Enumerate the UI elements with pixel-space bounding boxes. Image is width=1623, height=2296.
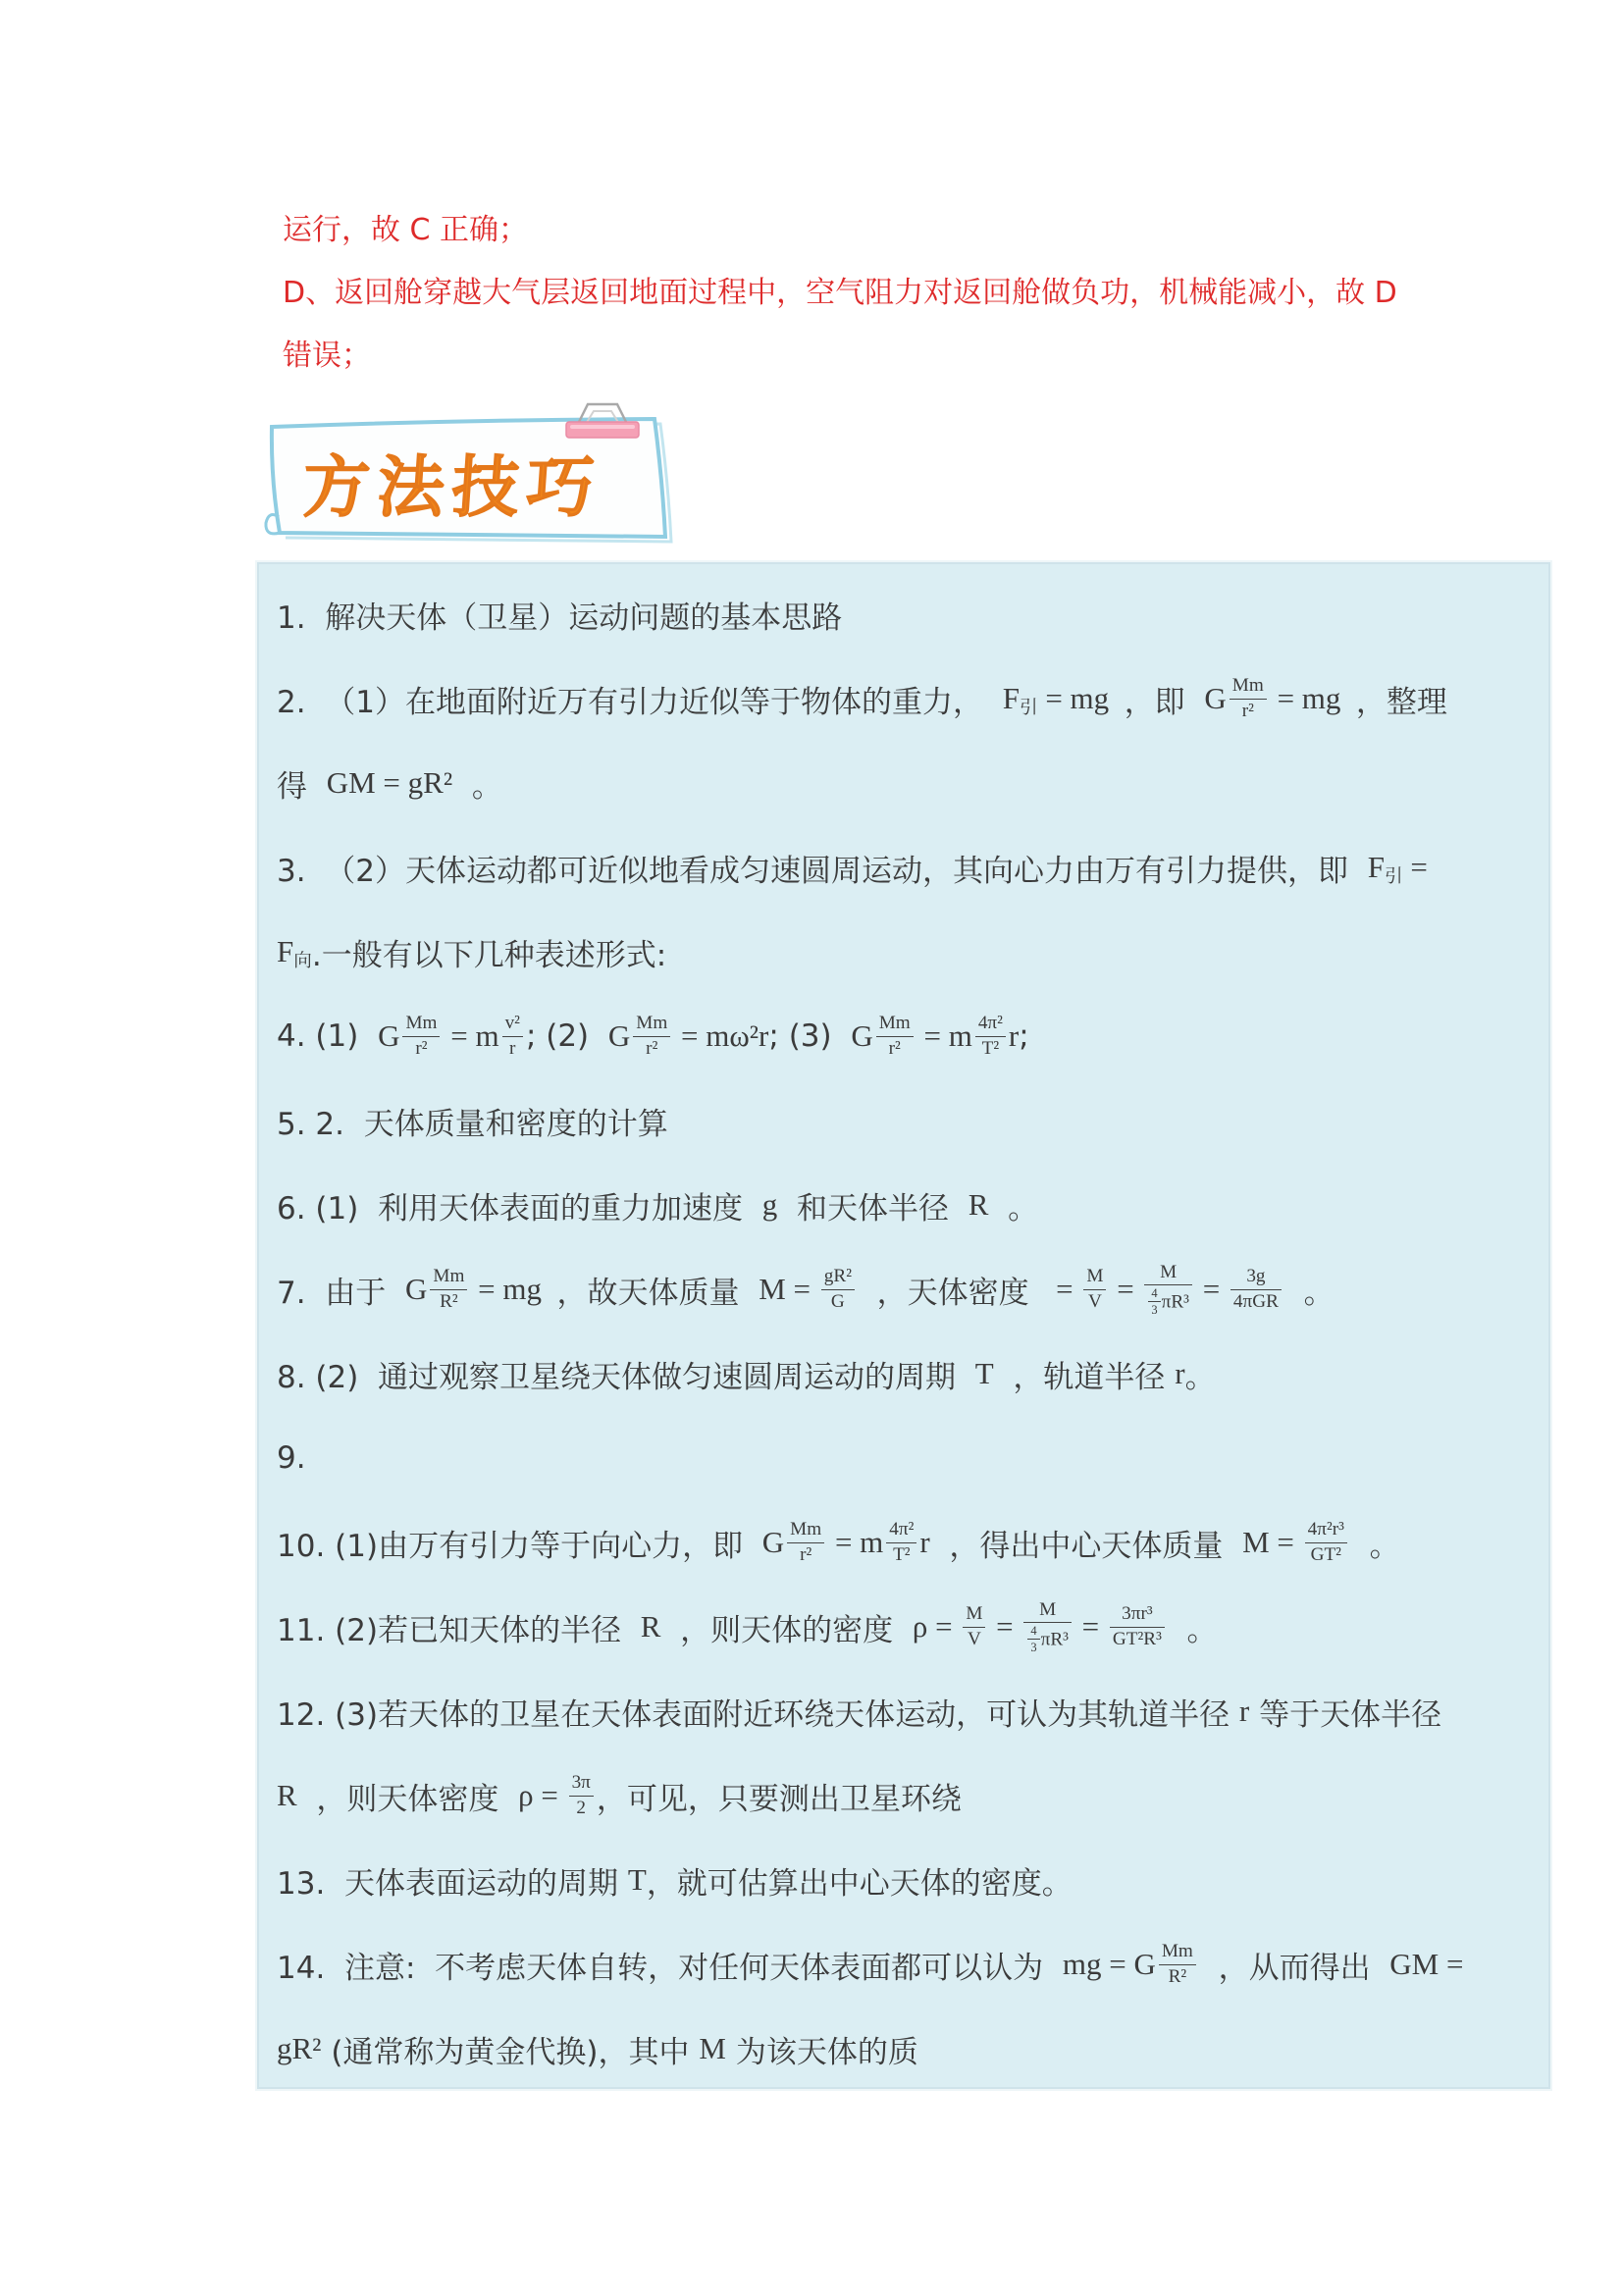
fraction	[876, 1013, 914, 1059]
math-expression: GM =	[1389, 1947, 1464, 1981]
text-run: 9.	[277, 1440, 306, 1476]
fraction	[1110, 1603, 1165, 1649]
math-expression: = mg	[1037, 681, 1125, 715]
math-expression: gR²	[277, 2031, 322, 2065]
fraction	[502, 1013, 523, 1059]
fraction-denominator: R²	[1159, 1964, 1196, 1988]
fraction	[430, 1266, 467, 1312]
text-run: ，整理	[1355, 684, 1447, 720]
text-run: ，就可估算出中心天体的密度。	[646, 1865, 1073, 1902]
math-expression: =	[1109, 1272, 1142, 1306]
list-item	[277, 1922, 1537, 2007]
fraction-numerator: 4π²	[889, 1519, 915, 1540]
subscript: 引	[1019, 698, 1038, 719]
math-expression: = mg	[1269, 681, 1356, 715]
list-item	[277, 1163, 1537, 1247]
text-run: 3. （2）天体运动都可近似地看成匀速圆周运动，其向心力由万有引力提供，即	[277, 853, 1368, 889]
text-run: 。	[1349, 1528, 1400, 1564]
fraction-denominator	[1023, 1622, 1072, 1655]
list-item	[277, 825, 1537, 910]
text-run: ; (3)	[768, 1018, 852, 1054]
fraction-numerator: Mm	[1161, 1941, 1193, 1962]
list-item	[277, 910, 1537, 994]
list-item	[277, 572, 1537, 656]
fraction-numerator: Mm	[636, 1013, 668, 1034]
math-expression: ρ =	[518, 1778, 566, 1812]
fraction	[633, 1013, 670, 1059]
tips-box	[257, 562, 1550, 2089]
fraction	[1027, 1624, 1039, 1655]
math-expression: GM = gR²	[326, 765, 453, 800]
fraction-denominator	[1144, 1284, 1192, 1318]
list-item	[277, 1247, 1537, 1331]
fraction-numerator: 4π²	[977, 1013, 1003, 1034]
math-expression: G	[378, 1018, 400, 1053]
fraction	[402, 1013, 440, 1059]
math-expression: r	[1008, 1018, 1020, 1053]
math-expression: F	[1002, 681, 1020, 715]
fraction-denominator: T²	[975, 1036, 1006, 1060]
fraction-denominator: T²	[886, 1542, 916, 1566]
text-run: 。	[1283, 1275, 1335, 1311]
fraction-numerator: Mm	[790, 1519, 822, 1540]
section-title: 方法技巧	[299, 448, 604, 527]
text-run: ;	[1019, 1018, 1029, 1054]
fraction-numerator: 4	[1030, 1623, 1037, 1638]
math-expression: =	[1048, 1272, 1081, 1306]
text-run: 和天体半径	[777, 1190, 969, 1226]
math-expression: M =	[1242, 1525, 1302, 1559]
text-run: 11. (2)若已知天体的半径	[277, 1612, 641, 1648]
answer-line: D、返回舱穿越大气层返回地面过程中，空气阻力对返回舱做负功，机械能减小，故 D	[283, 276, 1397, 310]
math-expression: g	[761, 1187, 778, 1222]
fraction-numerator: M	[1039, 1598, 1057, 1620]
answer-line: 运行，故 C 正确；	[283, 213, 529, 247]
text-run: 5. 2. 天体质量和密度的计算	[277, 1106, 668, 1142]
text-run: 为该天体的质	[725, 2034, 918, 2070]
math-expression: mg = G	[1062, 1947, 1156, 1981]
list-item	[277, 1753, 1537, 1838]
text-run: .一般有以下几种表述形式:	[311, 937, 667, 973]
text-run: 6. (1) 利用天体表面的重力加速度	[277, 1190, 762, 1226]
fraction	[1305, 1519, 1347, 1565]
list-item	[277, 1838, 1537, 1922]
fraction-numerator: Mm	[1231, 675, 1264, 697]
math-expression: = m	[916, 1018, 972, 1053]
fraction	[886, 1519, 916, 1565]
text-run: ，则天体密度	[296, 1781, 519, 1817]
fraction	[1230, 675, 1267, 721]
list-item	[277, 1500, 1537, 1585]
text-run: ，轨道半径	[993, 1359, 1176, 1395]
answer-text	[283, 199, 1558, 388]
text-run: 。	[988, 1190, 1039, 1226]
math-expression: T	[627, 1862, 647, 1897]
text-run: 13. 天体表面运动的周期	[277, 1865, 628, 1902]
fraction	[1023, 1599, 1072, 1655]
math-expression: G	[405, 1272, 428, 1306]
fraction-numerator: v²	[504, 1013, 520, 1034]
math-expression: πR³	[1161, 1291, 1189, 1313]
fraction-numerator: 3πr³	[1122, 1603, 1153, 1625]
fraction-numerator: M	[966, 1603, 983, 1625]
math-expression: R	[968, 1187, 989, 1222]
text-run: 。	[1184, 1359, 1216, 1395]
list-item	[277, 1331, 1537, 1416]
fraction-denominator: 3	[1027, 1639, 1039, 1654]
fraction-denominator: GT²	[1305, 1542, 1347, 1566]
math-expression: F	[1367, 850, 1385, 884]
math-expression: r	[919, 1525, 930, 1559]
fraction-denominator: 4πGR	[1230, 1289, 1282, 1313]
text-run: 。	[452, 768, 502, 805]
fraction-numerator: gR²	[823, 1266, 852, 1287]
fraction-numerator: 3g	[1246, 1266, 1266, 1287]
subscript: 引	[1384, 866, 1403, 888]
fraction-denominator: G	[821, 1289, 855, 1313]
text-run: 8. (2) 通过观察卫星绕天体做匀速圆周运动的周期	[277, 1359, 975, 1395]
subscript: 向	[293, 951, 312, 972]
math-expression: =	[1402, 850, 1428, 884]
list-item	[277, 741, 1537, 825]
text-run: 4. (1)	[277, 1018, 379, 1054]
text-run: (通常称为黄金代换)，其中	[321, 2034, 700, 2070]
text-run: ，可见，只要测出卫星环绕	[596, 1781, 962, 1817]
fraction-numerator: M	[1160, 1261, 1178, 1282]
math-expression: M	[699, 2031, 726, 2065]
text-run: ; (2)	[525, 1018, 608, 1054]
math-expression: =	[988, 1609, 1021, 1644]
fraction	[1148, 1286, 1160, 1318]
fraction	[975, 1013, 1006, 1059]
text-run: 得	[277, 768, 327, 805]
math-expression: =	[1073, 1609, 1107, 1644]
math-expression: G	[607, 1018, 631, 1053]
fraction	[963, 1603, 985, 1649]
text-run: 10. (1)由万有引力等于向心力，即	[277, 1528, 762, 1564]
fraction-denominator: r²	[876, 1036, 914, 1060]
fraction-numerator: M	[1086, 1266, 1104, 1287]
text-run: ，则天体的密度	[660, 1612, 913, 1648]
fraction	[1083, 1266, 1106, 1312]
math-expression: G	[851, 1018, 873, 1053]
fraction-numerator: Mm	[405, 1013, 438, 1034]
answer-line: 错误；	[283, 339, 371, 373]
math-expression: R	[277, 1778, 297, 1812]
text-run: 7. 由于	[277, 1275, 405, 1311]
fraction	[1159, 1941, 1196, 1987]
text-run: ，即	[1124, 684, 1205, 720]
math-expression: πR³	[1040, 1629, 1069, 1650]
math-expression: G	[761, 1525, 785, 1559]
math-expression: = m	[827, 1525, 884, 1559]
text-run: ，天体密度	[857, 1275, 1049, 1311]
list-item	[277, 1416, 1537, 1500]
text-run: 1. 解决天体（卫星）运动问题的基本思路	[277, 600, 843, 636]
list-item	[277, 1669, 1537, 1753]
math-expression: r	[1238, 1694, 1250, 1728]
fraction	[1144, 1262, 1192, 1318]
math-expression: G	[1204, 681, 1227, 715]
fraction-numerator: 4π²r³	[1307, 1519, 1344, 1540]
math-expression: M =	[759, 1272, 818, 1306]
fraction-numerator: Mm	[433, 1266, 465, 1287]
text-run: ，从而得出	[1198, 1950, 1390, 1986]
text-run: 14. 注意: 不考虑天体自转，对任何天体表面都可以认为	[277, 1950, 1063, 1986]
fraction	[821, 1266, 855, 1312]
math-expression: = mg	[470, 1272, 557, 1306]
math-expression: r	[1175, 1356, 1185, 1390]
fraction-numerator: Mm	[878, 1013, 911, 1034]
text-run: 等于天体半径	[1249, 1696, 1442, 1733]
fraction-denominator: 2	[569, 1796, 594, 1819]
fraction-denominator: V	[963, 1627, 985, 1650]
text-run: 12. (3)若天体的卫星在天体表面附近环绕天体运动，可认为其轨道半径	[277, 1696, 1239, 1733]
text-run: ，故天体质量	[556, 1275, 759, 1311]
math-expression: R	[640, 1609, 661, 1644]
list-item	[277, 1585, 1537, 1669]
math-expression: ρ =	[912, 1609, 961, 1644]
fraction-denominator: V	[1083, 1289, 1106, 1313]
math-expression: = m	[443, 1018, 499, 1053]
fraction	[569, 1772, 594, 1818]
fraction-denominator: r²	[633, 1036, 670, 1060]
list-item	[277, 656, 1537, 741]
fraction	[1230, 1266, 1282, 1312]
fraction-denominator: r²	[1230, 699, 1267, 722]
fraction-denominator: r²	[402, 1036, 440, 1060]
math-expression: = mω²r	[673, 1018, 769, 1053]
list-item	[277, 1078, 1537, 1163]
section-header	[262, 400, 684, 548]
fraction-numerator: 4	[1151, 1285, 1158, 1300]
math-expression: =	[1194, 1272, 1228, 1306]
fraction-denominator: GT²R³	[1110, 1627, 1165, 1650]
section-header-banner	[262, 400, 684, 548]
fraction-denominator: r²	[787, 1542, 824, 1566]
fraction	[787, 1519, 824, 1565]
text-run: ，得出中心天体质量	[929, 1528, 1243, 1564]
list-item	[277, 994, 1537, 1078]
fraction-denominator: R²	[430, 1289, 467, 1313]
text-run: 。	[1167, 1612, 1218, 1648]
text-run: 2. （1）在地面附近万有引力近似等于物体的重力，	[277, 684, 1003, 720]
list-item	[277, 2007, 1537, 2089]
math-expression: T	[974, 1356, 994, 1390]
fraction-denominator: r	[502, 1036, 523, 1060]
math-expression: F	[277, 934, 294, 968]
fraction-denominator: 3	[1148, 1301, 1160, 1317]
fraction-numerator: 3π	[571, 1772, 591, 1794]
